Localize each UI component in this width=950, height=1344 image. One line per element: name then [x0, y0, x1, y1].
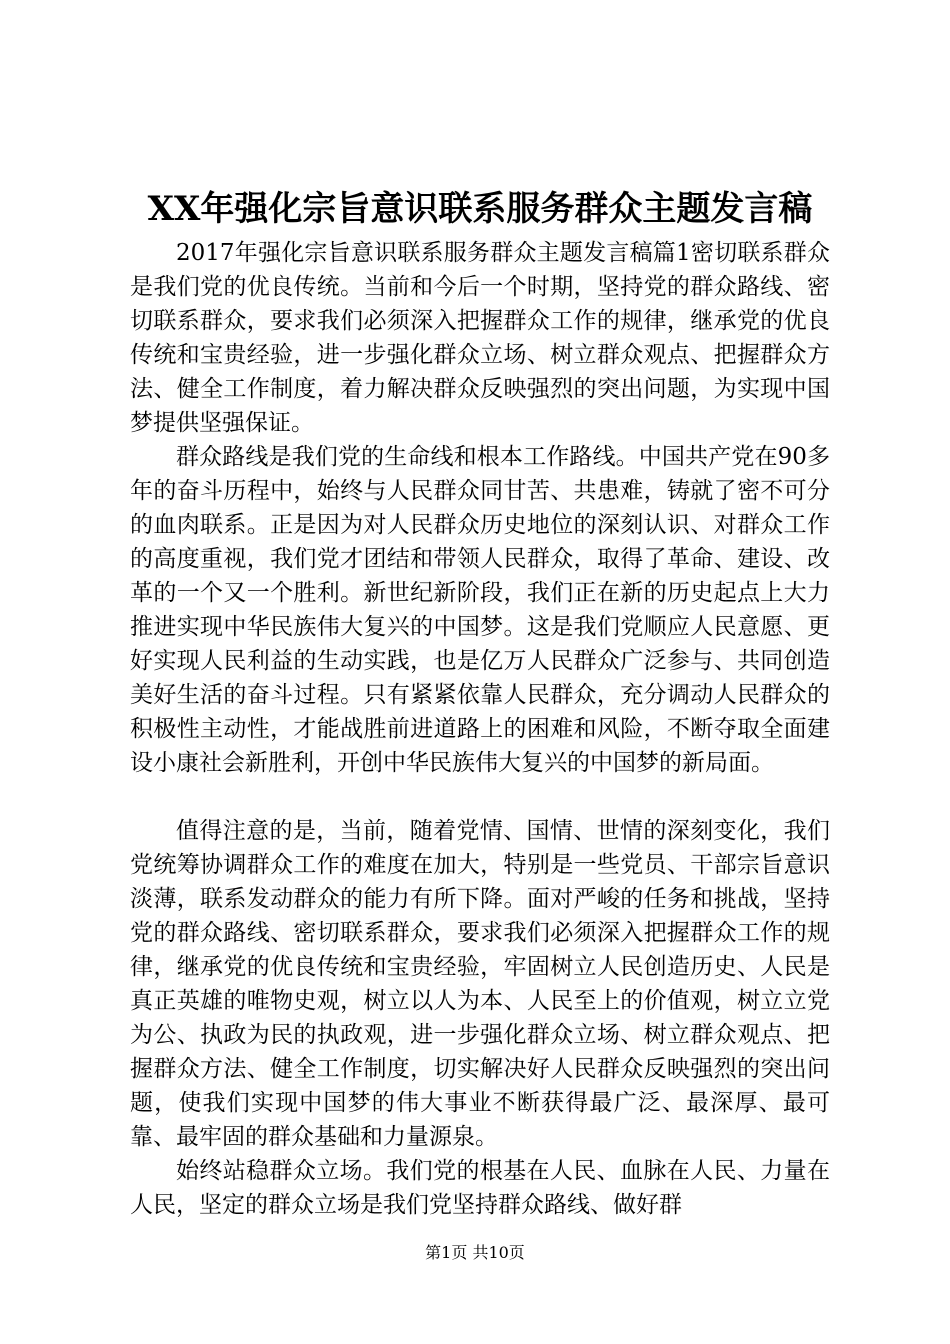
paragraph-intro: 2017年强化宗旨意识联系服务群众主题发言稿篇1密切联系群众是我们党的优良传统。当前和今后一个时期，坚持党的群众路线、密切联系群众，要求我们必须深入把握群众工作的规律，继承党的优良传统和宝贵经验，进一步强化群众立场、树立群众观点、把握群众方法、健全工作制度，着力解决群众反映强烈的突出问题，为实现中国梦提供坚强保证。 — [130, 240, 830, 436]
paragraph-attention: 值得注意的是，当前，随着党情、国情、世情的深刻变化，我们党统筹协调群众工作的难度在加大，特别是一些党员、干部宗旨意识淡薄，联系发动群众的能力有所下降。面对严峻的任务和挑战，坚持党的群众路线、密切联系群众，要求我们必须深入把握群众工作的规律，继承党的优良传统和宝贵经验，牢固树立人民创造历史、人民是真正英雄的唯物史观，树立以人为本、人民至上的价值观，树立立党为公、执政为民的执政观，进一步强化群众立场、树立群众观点、把握群众方法、健全工作制度，切实解决好人民群众反映强烈的突出问题，使我们实现中国梦的伟大事业不断获得最广泛、最深厚、最可靠、最牢固的群众基础和力量源泉。 — [130, 818, 830, 1150]
document-title: XX年强化宗旨意识联系服务群众主题发言稿 — [147, 189, 813, 229]
paragraph-mass-line: 群众路线是我们党的生命线和根本工作路线。中国共产党在90多年的奋斗历程中，始终与人民群众同甘苦、共患难，铸就了密不可分的血肉联系。正是因为对人民群众历史地位的深刻认识、对群众工作的高度重视，我们党才团结和带领人民群众，取得了革命、建设、改革的一个又一个胜利。新世纪新阶段，我们正在新的历史起点上大力推进实现中华民族伟大复兴的中国梦。这是我们党顺应人民意愿、更好实现人民利益的生动实践，也是亿万人民群众广泛参与、共同创造美好生活的奋斗过程。只有紧紧依靠人民群众，充分调动人民群众的积极性主动性，才能战胜前进道路上的困难和风险，不断夺取全面建设小康社会新胜利，开创中华民族伟大复兴的中国梦的新局面。 — [130, 444, 830, 776]
paragraph-stance: 始终站稳群众立场。我们党的根基在人民、血脉在人民、力量在人民，坚定的群众立场是我们党坚持群众路线、做好群 — [130, 1158, 830, 1218]
document-body — [130, 236, 830, 1222]
page-number-footer: 第1页 共10页 — [425, 1243, 525, 1262]
